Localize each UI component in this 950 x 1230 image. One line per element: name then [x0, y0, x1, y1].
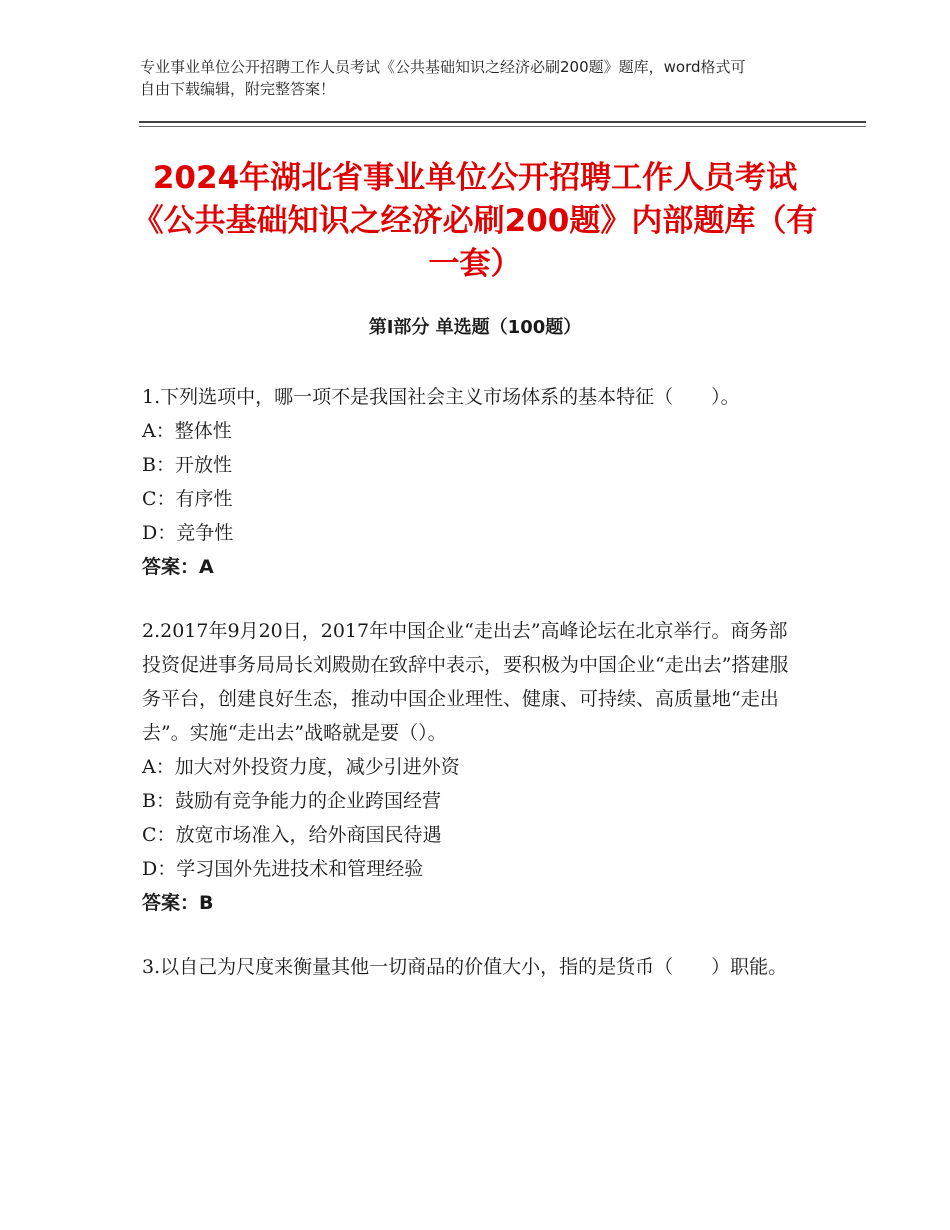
question-stem: 2.2017年9月20日，2017年中国企业“走出去”高峰论坛在北京举行。商务部投资促进事务局局长刘殿勋在致辞中表示，要积极为中国企业“走出去”搭建服务平台，创建良好生态，推动中国企业理性、健康、可持续、高质量地“走出去”。实施“走出去”战略就是要（）。: [142, 620, 789, 744]
question-stem: 3.以自己为尺度来衡量其他一切商品的价值大小，指的是货币（ ）职能。: [142, 956, 788, 978]
option-b: B：鼓励有竞争能力的企业跨国经营: [142, 790, 441, 812]
question-2: [142, 614, 792, 920]
option-b: B：开放性: [142, 454, 232, 476]
header-rule-thick: [139, 121, 866, 123]
option-a: A：整体性: [142, 420, 232, 442]
question-1: [142, 380, 792, 584]
section-heading: 第Ⅰ部分 单选题（100题）: [368, 317, 582, 338]
option-c: C：有序性: [142, 488, 233, 510]
header-note: 专业事业单位公开招聘工作人员考试《公共基础知识之经济必刷200题》题库，word格式可自由下载编辑，附完整答案！: [140, 58, 746, 98]
document-title: 2024年湖北省事业单位公开招聘工作人员考试《公共基础知识之经济必刷200题》内部题库（有一套）: [132, 160, 818, 282]
answer: 答案：A: [142, 556, 214, 578]
option-d: D：竞争性: [142, 522, 234, 544]
answer: 答案：B: [142, 892, 214, 914]
option-a: A：加大对外投资力度，减少引进外资: [142, 756, 460, 778]
question-list: [142, 380, 792, 1014]
question-3: [142, 950, 792, 984]
question-stem: 1.下列选项中，哪一项不是我国社会主义市场体系的基本特征（ ）。: [142, 386, 740, 408]
header-rule-thin: [139, 126, 866, 127]
option-c: C：放宽市场准入，给外商国民待遇: [142, 824, 442, 846]
option-d: D：学习国外先进技术和管理经验: [142, 858, 424, 880]
